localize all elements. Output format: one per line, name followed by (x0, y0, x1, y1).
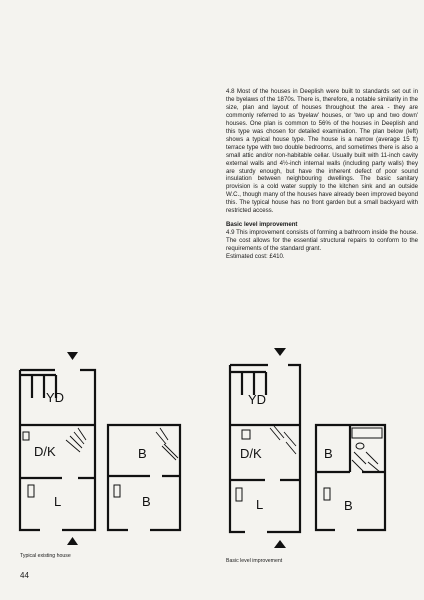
page-number: 44 (20, 571, 29, 580)
label-yard-left: YD (46, 390, 65, 405)
label-yard-right: YD (248, 392, 267, 407)
label-bedroom-front-left: B (142, 494, 151, 509)
improved-first-floor-plan (316, 425, 385, 530)
label-bedroom-back-right: B (324, 446, 333, 461)
estimated-cost: Estimated cost: £410. (226, 253, 285, 261)
section-heading: Basic level improvement (226, 221, 298, 229)
existing-first-floor-plan (108, 425, 180, 530)
label-dining-kitchen-right: D/K (240, 446, 262, 461)
label-living-right: L (256, 497, 264, 512)
caption-improved-house: Basic level improvement (226, 558, 283, 564)
label-bedroom-front-right: B (344, 498, 353, 513)
label-dining-kitchen-left: D/K (34, 444, 56, 459)
caption-existing-house: Typical existing house (20, 553, 71, 559)
label-bedroom-back-left: B (138, 446, 147, 461)
label-living-left: L (54, 494, 62, 509)
paragraph-4-8: 4.8 Most of the houses in Deeplish were built to standards set out in the byelaws of the 1870s. There is, therefore, a notable similarity in the size, plan and layout of houses throughout the area - they are commonly referred to as 'byelaw' houses, or 'two up and two down' houses. One plan is common to 56% of the houses in Deeplish and this type was chosen for detailed examination. The plan below (left) shows a typical house type. The house is a narrow (average 15 ft) terrace type with two double bedrooms, and sometimes there is also a small attic and/or non-habitable cellar. Usually built with 11-inch cavity external walls and 4½-inch internal walls (including party walls) they are sturdy enough, but have the inherent defect of poor sound insulation between neighbouring dwellings. The basic sanitary provision is a cold water supply to the kitchen sink and an outside W.C., though many of the houses have already been improved beyond this. The typical house has no front garden but a small backyard with restricted access. (226, 88, 418, 215)
paragraph-4-9: 4.9 This improvement consists of forming a bathroom inside the house. The cost allows for the essential structural repairs to conform to the requirements of the standard grant. (226, 229, 418, 253)
